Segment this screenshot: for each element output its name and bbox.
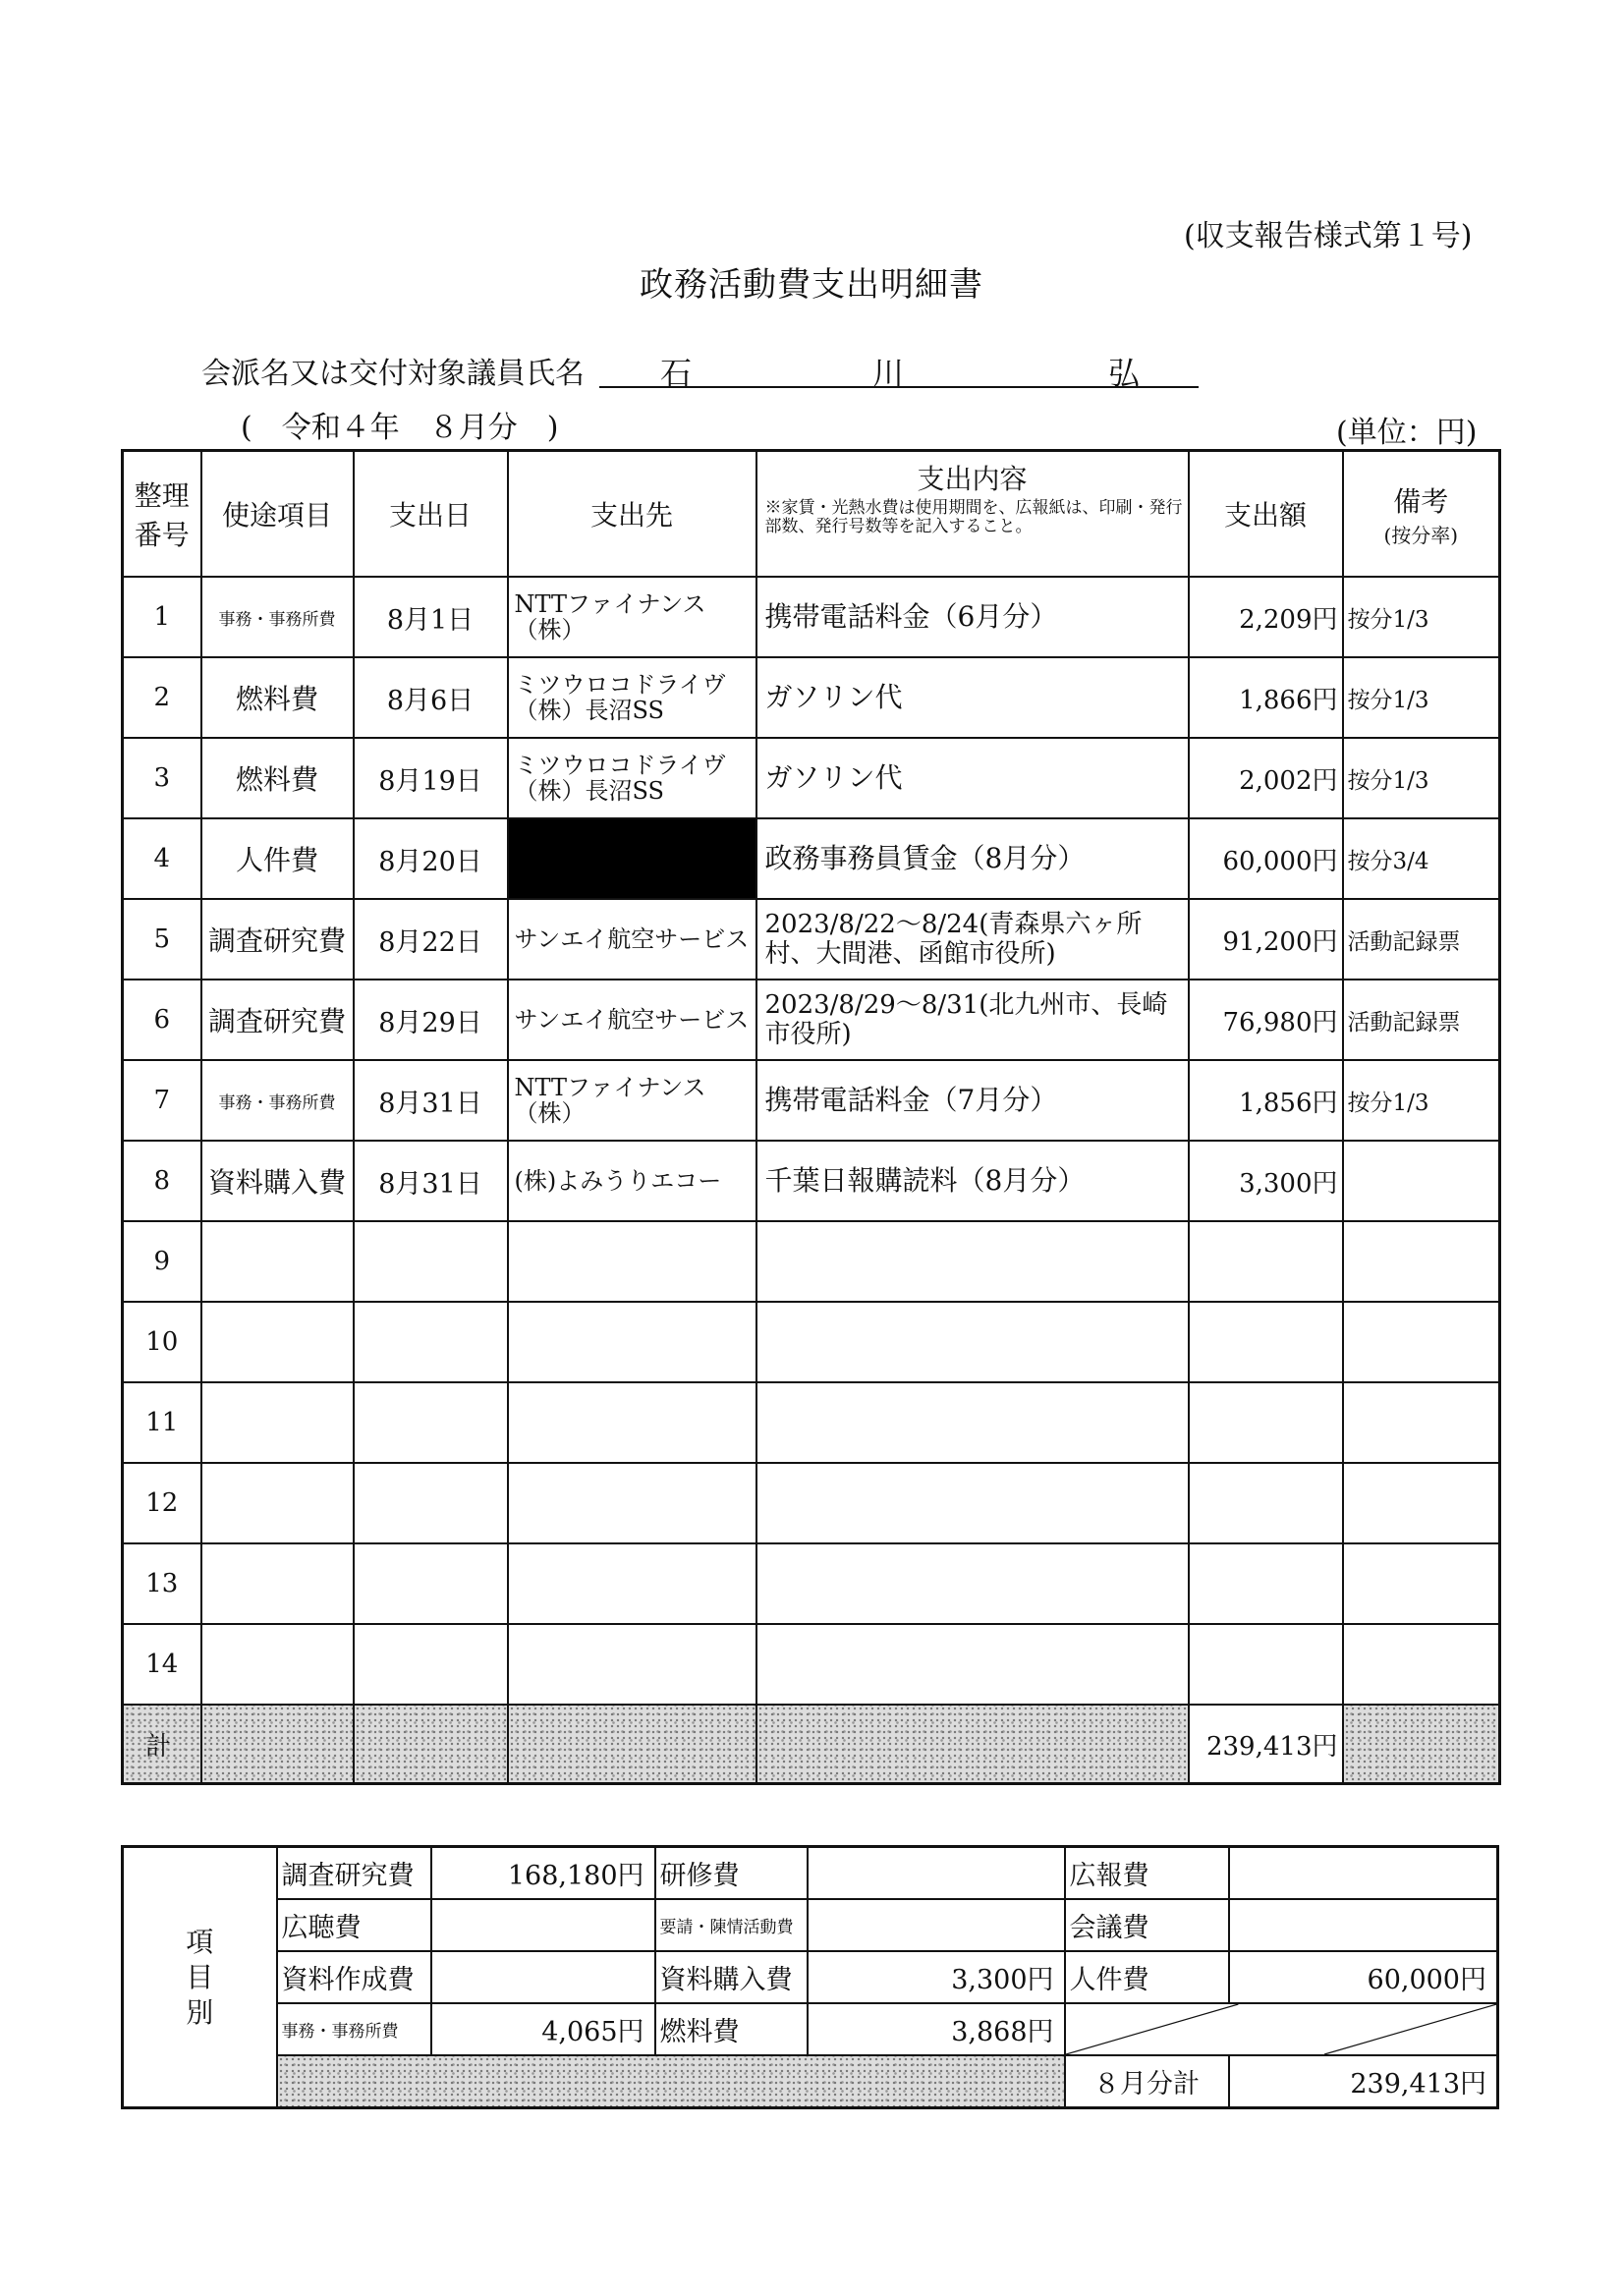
payee [508, 1543, 756, 1624]
expense-remark [1343, 1382, 1500, 1463]
expense-content: 政務事務員賃金（8月分） [756, 818, 1189, 899]
expense-content [756, 1302, 1189, 1382]
shaded-cell [508, 1705, 756, 1784]
expense-content [756, 1624, 1189, 1705]
document-title: 政務活動費支出明細書 [640, 265, 983, 305]
expense-date [354, 1221, 508, 1302]
expense-row [123, 1463, 1500, 1543]
expense-date: 8月1日 [354, 577, 508, 657]
category-summary-table [121, 1845, 1499, 2109]
payee [508, 1463, 756, 1543]
expense-row [123, 818, 1500, 899]
summary-category: 事務・事務所費 [277, 2003, 431, 2055]
use-category: 事務・事務所費 [201, 1060, 354, 1141]
expense-content [756, 1543, 1189, 1624]
expense-row [123, 738, 1500, 818]
use-category: 調査研究費 [201, 899, 354, 980]
expense-remark: 活動記録票 [1343, 980, 1500, 1060]
payee: ミツウロコドライヴ（株）長沼SS [508, 657, 756, 738]
expense-remark: 按分1/3 [1343, 657, 1500, 738]
payee [508, 1221, 756, 1302]
summary-value: 3,868円 [808, 2003, 1065, 2055]
expense-content: 千葉日報購読料（8月分） [756, 1141, 1189, 1221]
row-number: 7 [123, 1060, 201, 1141]
expense-date: 8月31日 [354, 1060, 508, 1141]
shaded-cell [756, 1705, 1189, 1784]
expense-row [123, 1141, 1500, 1221]
header-remark: 備考 (按分率) [1343, 451, 1500, 578]
expense-date: 8月20日 [354, 818, 508, 899]
summary-row [123, 1951, 1498, 2003]
use-category [201, 1463, 354, 1543]
category-label-char: 項 [186, 1925, 214, 1958]
expense-amount [1189, 1543, 1343, 1624]
category-label-char: 別 [186, 1995, 214, 2029]
use-category: 調査研究費 [201, 980, 354, 1060]
header-date: 支出日 [354, 451, 508, 578]
use-category: 燃料費 [201, 657, 354, 738]
redacted-payee [508, 818, 756, 899]
expense-amount: 1,856円 [1189, 1060, 1343, 1141]
summary-value: 3,300円 [808, 1951, 1065, 2003]
summary-category: 研修費 [655, 1847, 808, 1900]
expense-remark: 按分1/3 [1343, 738, 1500, 818]
header-payee: 支出先 [508, 451, 756, 578]
summary-value [808, 1847, 1065, 1900]
summary-value [808, 1899, 1065, 1951]
expense-content: 2023/8/29～8/31(北九州市、長崎市役所) [756, 980, 1189, 1060]
summary-category: 燃料費 [655, 2003, 808, 2055]
header-row [123, 451, 1500, 578]
name-underline [599, 386, 1199, 388]
expense-content [756, 1382, 1189, 1463]
expense-content: 携帯電話料金（6月分） [756, 577, 1189, 657]
category-label-char: 目 [186, 1960, 214, 1993]
total-amount: 239,413円 [1189, 1705, 1343, 1784]
payee: ミツウロコドライヴ（株）長沼SS [508, 738, 756, 818]
expense-row [123, 980, 1500, 1060]
expense-content: 携帯電話料金（7月分） [756, 1060, 1189, 1141]
use-category: 燃料費 [201, 738, 354, 818]
expense-amount: 91,200円 [1189, 899, 1343, 980]
expense-table [121, 449, 1501, 1785]
header-content [756, 451, 1189, 578]
row-number: 10 [123, 1302, 201, 1382]
expense-content: 2023/8/22～8/24(青森県六ヶ所村、大間港、函館市役所) [756, 899, 1189, 980]
expense-remark [1343, 1141, 1500, 1221]
use-category [201, 1543, 354, 1624]
payee: サンエイ航空サービス [508, 899, 756, 980]
summary-category: 資料作成費 [277, 1951, 431, 2003]
summary-row [123, 1899, 1498, 1951]
expense-row [123, 1624, 1500, 1705]
row-number: 1 [123, 577, 201, 657]
payee [508, 1382, 756, 1463]
expense-date [354, 1624, 508, 1705]
summary-category: 要請・陳情活動費 [655, 1899, 808, 1951]
total-label: 計 [123, 1705, 201, 1784]
header-amount: 支出額 [1189, 451, 1343, 578]
use-category [201, 1382, 354, 1463]
row-number: 3 [123, 738, 201, 818]
total-row [123, 1705, 1500, 1784]
expense-date: 8月31日 [354, 1141, 508, 1221]
summary-value: 60,000円 [1229, 1951, 1498, 2003]
expense-row [123, 1221, 1500, 1302]
diagonal-blank-cell [1065, 2003, 1498, 2055]
row-number: 6 [123, 980, 201, 1060]
reporting-period: ( 令和４年 ８月分 ) [241, 411, 559, 445]
expense-remark [1343, 1543, 1500, 1624]
use-category [201, 1624, 354, 1705]
row-number: 5 [123, 899, 201, 980]
expense-date: 8月19日 [354, 738, 508, 818]
summary-value: 168,180円 [431, 1847, 655, 1900]
expense-remark [1343, 1221, 1500, 1302]
expense-date: 8月29日 [354, 980, 508, 1060]
summary-value [431, 1899, 655, 1951]
category-label [123, 1847, 277, 2108]
expense-amount: 3,300円 [1189, 1141, 1343, 1221]
expense-amount: 60,000円 [1189, 818, 1343, 899]
expense-amount: 76,980円 [1189, 980, 1343, 1060]
expense-remark: 活動記録票 [1343, 899, 1500, 980]
expense-remark: 按分1/3 [1343, 577, 1500, 657]
expense-remark [1343, 1624, 1500, 1705]
row-number: 14 [123, 1624, 201, 1705]
shaded-cell [354, 1705, 508, 1784]
summary-category: 人件費 [1065, 1951, 1229, 2003]
expense-content: ガソリン代 [756, 657, 1189, 738]
expense-amount: 1,866円 [1189, 657, 1343, 738]
use-category [201, 1221, 354, 1302]
row-number: 2 [123, 657, 201, 738]
header-no: 整理 番号 [123, 451, 201, 578]
payee [508, 1624, 756, 1705]
expense-amount [1189, 1382, 1343, 1463]
expense-date: 8月6日 [354, 657, 508, 738]
expense-content [756, 1463, 1189, 1543]
payee [508, 1302, 756, 1382]
expense-remark [1343, 1302, 1500, 1382]
expense-amount [1189, 1302, 1343, 1382]
month-total-label: ８月分計 [1065, 2055, 1229, 2108]
summary-category: 会議費 [1065, 1899, 1229, 1951]
use-category: 人件費 [201, 818, 354, 899]
member-label: 会派名又は交付対象議員氏名 [201, 357, 585, 391]
unit-label: (単位：円) [1336, 416, 1478, 450]
row-number: 4 [123, 818, 201, 899]
member-name-char: 川 [872, 355, 905, 392]
expense-amount: 2,209円 [1189, 577, 1343, 657]
expense-row [123, 1543, 1500, 1624]
expense-row [123, 1302, 1500, 1382]
row-number: 12 [123, 1463, 201, 1543]
summary-category: 調査研究費 [277, 1847, 431, 1900]
expense-row [123, 899, 1500, 980]
member-name-char: 石 [660, 355, 693, 392]
form-number: (収支報告様式第１号) [1184, 219, 1473, 253]
expense-row [123, 1060, 1500, 1141]
row-number: 11 [123, 1382, 201, 1463]
expense-date [354, 1302, 508, 1382]
shaded-cell [1343, 1705, 1500, 1784]
header-use: 使途項目 [201, 451, 354, 578]
payee: サンエイ航空サービス [508, 980, 756, 1060]
row-number: 13 [123, 1543, 201, 1624]
expense-content [756, 1221, 1189, 1302]
use-category [201, 1302, 354, 1382]
payee: NTTファイナンス（株） [508, 577, 756, 657]
expense-amount [1189, 1624, 1343, 1705]
shaded-cell [201, 1705, 354, 1784]
summary-row [123, 2003, 1498, 2055]
header-content-note: ※家賃・光熱水費は使用期間を、広報紙は、印刷・発行部数、発行号数等を記入すること。 [764, 498, 1183, 536]
expense-amount: 2,002円 [1189, 738, 1343, 818]
expense-content: ガソリン代 [756, 738, 1189, 818]
expense-amount [1189, 1221, 1343, 1302]
expense-amount [1189, 1463, 1343, 1543]
use-category: 事務・事務所費 [201, 577, 354, 657]
expense-remark: 按分3/4 [1343, 818, 1500, 899]
summary-total-row [123, 2055, 1498, 2108]
summary-value [1229, 1899, 1498, 1951]
expense-date [354, 1463, 508, 1543]
month-total-value: 239,413円 [1229, 2055, 1498, 2108]
use-category: 資料購入費 [201, 1141, 354, 1221]
header-content-title: 支出内容 [917, 463, 1028, 495]
row-number: 8 [123, 1141, 201, 1221]
expense-row [123, 1382, 1500, 1463]
expense-row [123, 577, 1500, 657]
payee: (株)よみうりエコー [508, 1141, 756, 1221]
shaded-cell [277, 2055, 1065, 2108]
summary-category: 広報費 [1065, 1847, 1229, 1900]
expense-remark [1343, 1463, 1500, 1543]
summary-value [1229, 1847, 1498, 1900]
summary-value: 4,065円 [431, 2003, 655, 2055]
expense-date: 8月22日 [354, 899, 508, 980]
expense-date [354, 1382, 508, 1463]
expense-date [354, 1543, 508, 1624]
row-number: 9 [123, 1221, 201, 1302]
summary-category: 資料購入費 [655, 1951, 808, 2003]
summary-category: 広聴費 [277, 1899, 431, 1951]
member-name-char: 弘 [1108, 355, 1141, 392]
payee: NTTファイナンス（株） [508, 1060, 756, 1141]
summary-value [431, 1951, 655, 2003]
summary-row [123, 1847, 1498, 1900]
expense-row [123, 657, 1500, 738]
expense-remark: 按分1/3 [1343, 1060, 1500, 1141]
